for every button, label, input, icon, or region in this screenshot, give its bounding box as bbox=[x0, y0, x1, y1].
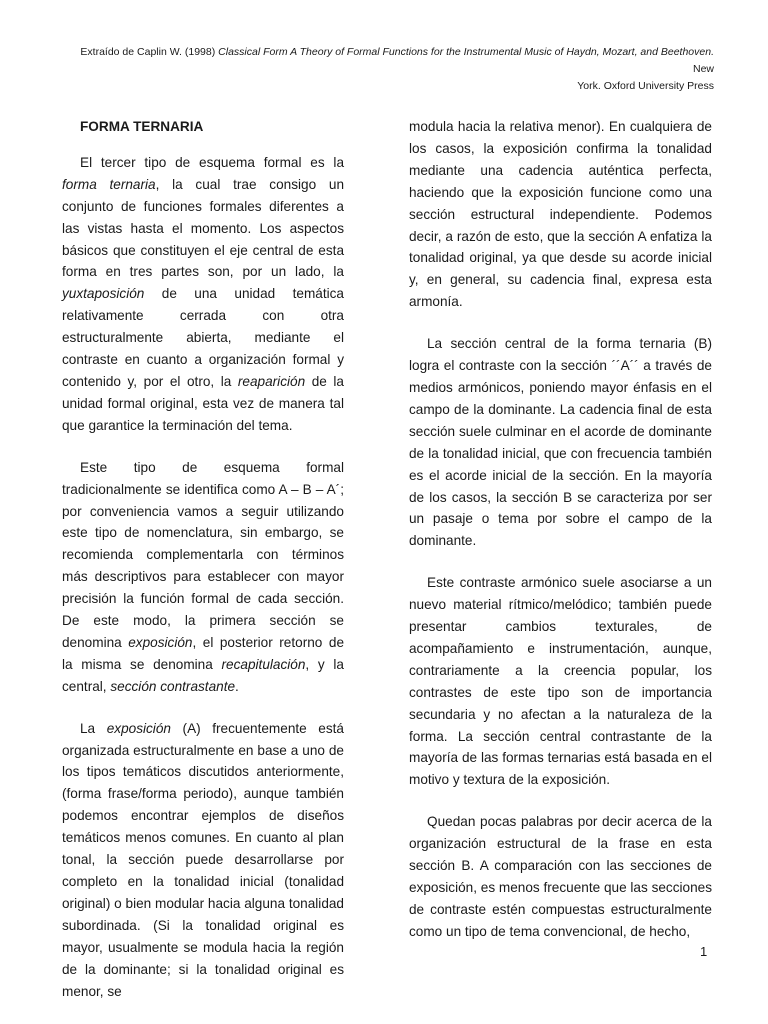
page-number: 1 bbox=[700, 944, 708, 959]
citation-publisher: York. Oxford University Press bbox=[577, 80, 714, 92]
paragraph: La sección central de la forma ternaria (B) logra el contraste con la sección ´´A´´ a través de medios armónicos, poniendo mayor énfasis en el campo de la dominante. La cadencia final de esta sección suele culminar en el acorde de dominante de la tonalidad inicial, que con frecuencia también es el acorde inicial de la sección. En la mayoría de los casos, la sección B se caracteriza por ser un pasaje o tema por sobre el campo de la dominante. bbox=[409, 336, 712, 549]
paragraph: El tercer tipo de esquema formal es la forma ternaria, la cual trae consigo un conjunto de funciones formales diferentes a las vistas hasta el momento. Los aspectos básicos que constituyen el eje central de esta forma en tres partes son, por un lado, la yuxtaposición de una unidad temática relativamente cerrada con otra estructuralmente abierta, mediante el contraste en cuanto a organización formal y contenido y, por el otro, la reaparición de la unidad formal original, esta vez de manera tal que garantice la terminación del tema. bbox=[62, 154, 345, 433]
paragraph: Este contraste armónico suele asociarse a un nuevo material rítmico/melódico; también puede presentar cambios texturales, de acompañamiento e instrumentación, aunque, contrariamente a la creencia popular, los contrastes de este tipo son de importancia secundaria y no afectan a la naturaleza de la forma. La sección central contrastante de la mayoría de las formas ternarias está basada en el motivo y textura de la exposición. bbox=[409, 575, 712, 788]
paragraph: La exposición (A) frecuentemente está organizada estructuralmente en base a uno de los tipos temáticos discutidos anteriormente, (forma frase/forma periodo), aunque también podemos encontrar ejemplos de diseños temáticos menos comunes. En cuanto al plan tonal, la sección puede desarrollarse por completo en la tonalidad inicial (tonalidad original) o bien modular hacia alguna tonalidad subordinada. (Si la tonalidad original es mayor, usualmente se modula hacia la región de la dominante; si la tonalidad original es menor, se bbox=[62, 720, 344, 999]
citation-header bbox=[60, 44, 714, 95]
right-column bbox=[409, 116, 712, 963]
section-title: FORMA TERNARIA bbox=[80, 119, 204, 134]
citation-book-title: Classical Form A Theory of Formal Functions for the Instrumental Music of Haydn, Mozart, and Beethoven. bbox=[218, 46, 714, 58]
paragraph: modula hacia la relativa menor). En cualquiera de los casos, la exposición confirma la tonalidad mediante una cadencia auténtica perfecta, haciendo que la exposición funcione como una sección estructural independiente. Podemos decir, a razón de esto, que la sección A enfatiza la tonalidad original, ya que desde su acorde inicial y, en general, su cadencia final, expresa esta armonía. bbox=[409, 119, 712, 310]
citation-prefix: Extraído de Caplin W. (1998) bbox=[80, 46, 219, 58]
paragraph: Este tipo de esquema formal tradicionalmente se identifica como A – B – A´; por conveniencia vamos a seguir utilizando este tipo de nomenclatura, sin embargo, se recomienda complementarla con términos más descriptivos para establecer con mayor precisión la función formal de cada sección. De este modo, la primera sección se denomina exposición, el posterior retorno de la misma se denomina recapitulación, y la central, sección contrastante. bbox=[62, 459, 345, 694]
left-column bbox=[62, 116, 344, 1022]
citation-suffix: New bbox=[692, 63, 714, 75]
paragraph: Quedan pocas palabras por decir acerca de la organización estructural de la frase en esta sección B. A comparación con las secciones de exposición, es menos frecuente que las secciones de contraste estén compuestas estructuralmente como un tipo de tema convencional, de hecho, bbox=[409, 814, 713, 939]
